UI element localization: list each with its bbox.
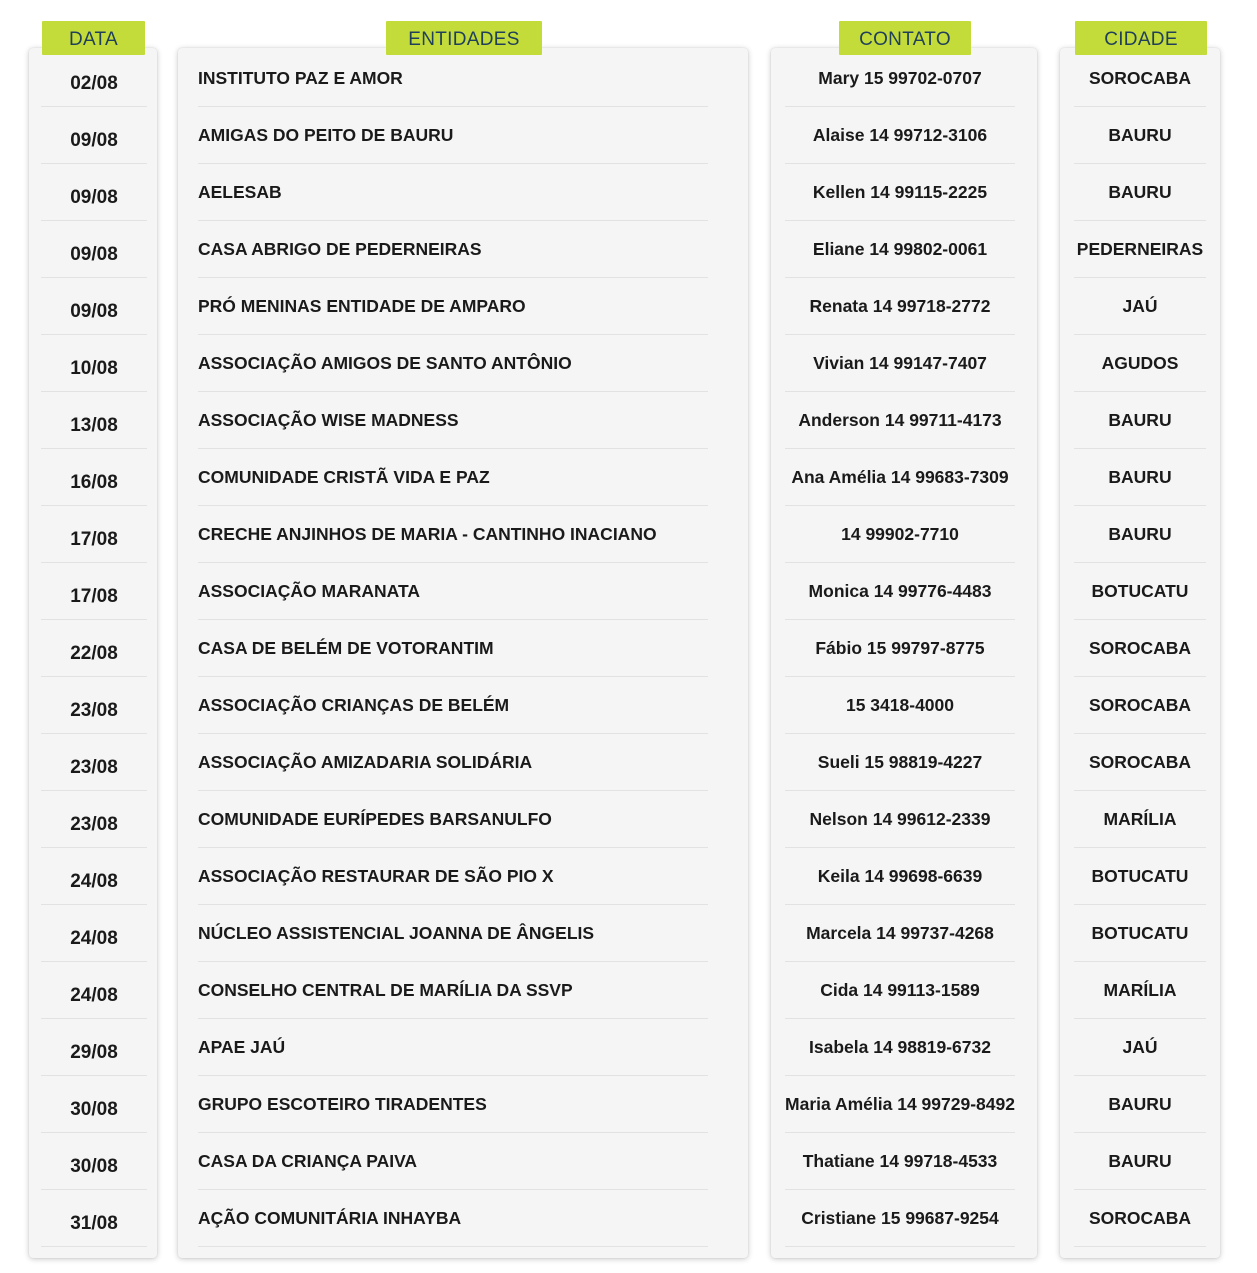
data-cell: 30/08 [41,1133,147,1190]
contato-cell: Maria Amélia 14 99729-8492 [785,1076,1015,1133]
data-cell: 31/08 [41,1190,147,1247]
data-cell: 23/08 [41,677,147,734]
entidade-cell: CRECHE ANJINHOS DE MARIA - CANTINHO INACIANO [198,506,708,563]
data-cell: 16/08 [41,449,147,506]
cidade-cell: BAURU [1074,164,1206,221]
data-cell: 02/08 [41,50,147,107]
contato-cell: 14 99902-7710 [785,506,1015,563]
data-column [29,48,157,1258]
cidade-cell: SOROCABA [1074,620,1206,677]
data-cell: 09/08 [41,278,147,335]
entidade-cell: PRÓ MENINAS ENTIDADE DE AMPARO [198,278,708,335]
data-cell: 10/08 [41,335,147,392]
cidade-cell: PEDERNEIRAS [1074,221,1206,278]
cidade-cell: JAÚ [1074,1019,1206,1076]
contato-cell: Cida 14 99113-1589 [785,962,1015,1019]
data-cell: 17/08 [41,563,147,620]
cidade-cell: BOTUCATU [1074,848,1206,905]
contato-cell: Eliane 14 99802-0061 [785,221,1015,278]
entidade-cell: CASA ABRIGO DE PEDERNEIRAS [198,221,708,278]
data-cell: 09/08 [41,164,147,221]
data-cell: 09/08 [41,107,147,164]
header-data: DATA [42,21,145,55]
entidade-cell: CASA DA CRIANÇA PAIVA [198,1133,708,1190]
entidade-cell: CASA DE BELÉM DE VOTORANTIM [198,620,708,677]
data-cell: 24/08 [41,848,147,905]
entidade-cell: GRUPO ESCOTEIRO TIRADENTES [198,1076,708,1133]
entidade-cell: AÇÃO COMUNITÁRIA INHAYBA [198,1190,708,1247]
entidade-cell: AMIGAS DO PEITO DE BAURU [198,107,708,164]
cidade-cell: SOROCABA [1074,734,1206,791]
contato-cell: Vivian 14 99147-7407 [785,335,1015,392]
data-cell: 30/08 [41,1076,147,1133]
data-cell: 29/08 [41,1019,147,1076]
cidade-cell: JAÚ [1074,278,1206,335]
contato-column [771,48,1037,1258]
entidade-cell: APAE JAÚ [198,1019,708,1076]
data-cell: 24/08 [41,962,147,1019]
data-cell: 17/08 [41,506,147,563]
contato-cell: Renata 14 99718-2772 [785,278,1015,335]
entidade-cell: CONSELHO CENTRAL DE MARÍLIA DA SSVP [198,962,708,1019]
data-cell: 13/08 [41,392,147,449]
contato-cell: Isabela 14 98819-6732 [785,1019,1015,1076]
cidade-cell: BAURU [1074,506,1206,563]
data-cell: 23/08 [41,734,147,791]
contato-cell: Nelson 14 99612-2339 [785,791,1015,848]
header-cidade: CIDADE [1075,21,1207,55]
contato-cell: Thatiane 14 99718-4533 [785,1133,1015,1190]
cidade-cell: BOTUCATU [1074,905,1206,962]
cidade-cell: SOROCABA [1074,1190,1206,1247]
cidade-cell: MARÍLIA [1074,962,1206,1019]
contato-cell: Keila 14 99698-6639 [785,848,1015,905]
cidade-cell: SOROCABA [1074,50,1206,107]
contato-cell: Monica 14 99776-4483 [785,563,1015,620]
contato-cell: Kellen 14 99115-2225 [785,164,1015,221]
entidade-cell: NÚCLEO ASSISTENCIAL JOANNA DE ÂNGELIS [198,905,708,962]
entidade-cell: COMUNIDADE CRISTÃ VIDA E PAZ [198,449,708,506]
header-contato: CONTATO [839,21,971,55]
contato-cell: 15 3418-4000 [785,677,1015,734]
entidade-cell: AELESAB [198,164,708,221]
entidade-cell: INSTITUTO PAZ E AMOR [198,50,708,107]
entidade-cell: ASSOCIAÇÃO RESTAURAR DE SÃO PIO X [198,848,708,905]
cidade-cell: AGUDOS [1074,335,1206,392]
contato-cell: Ana Amélia 14 99683-7309 [785,449,1015,506]
data-cell: 22/08 [41,620,147,677]
cidade-cell: SOROCABA [1074,677,1206,734]
cidade-cell: BAURU [1074,392,1206,449]
contato-cell: Marcela 14 99737-4268 [785,905,1015,962]
contato-cell: Sueli 15 98819-4227 [785,734,1015,791]
data-cell: 24/08 [41,905,147,962]
contato-cell: Alaise 14 99712-3106 [785,107,1015,164]
cidade-cell: MARÍLIA [1074,791,1206,848]
entidades-column [178,48,748,1258]
entidade-cell: ASSOCIAÇÃO AMIZADARIA SOLIDÁRIA [198,734,708,791]
cidade-column [1060,48,1220,1258]
cidade-cell: BAURU [1074,107,1206,164]
cidade-cell: BAURU [1074,449,1206,506]
cidade-cell: BOTUCATU [1074,563,1206,620]
contato-cell: Fábio 15 99797-8775 [785,620,1015,677]
contato-cell: Anderson 14 99711-4173 [785,392,1015,449]
entidade-cell: ASSOCIAÇÃO AMIGOS DE SANTO ANTÔNIO [198,335,708,392]
cidade-cell: BAURU [1074,1133,1206,1190]
contato-cell: Mary 15 99702-0707 [785,50,1015,107]
cidade-cell: BAURU [1074,1076,1206,1133]
header-entidades: ENTIDADES [386,21,542,55]
entidade-cell: COMUNIDADE EURÍPEDES BARSANULFO [198,791,708,848]
entidade-cell: ASSOCIAÇÃO WISE MADNESS [198,392,708,449]
entidade-cell: ASSOCIAÇÃO CRIANÇAS DE BELÉM [198,677,708,734]
contato-cell: Cristiane 15 99687-9254 [785,1190,1015,1247]
data-cell: 23/08 [41,791,147,848]
data-cell: 09/08 [41,221,147,278]
entidade-cell: ASSOCIAÇÃO MARANATA [198,563,708,620]
